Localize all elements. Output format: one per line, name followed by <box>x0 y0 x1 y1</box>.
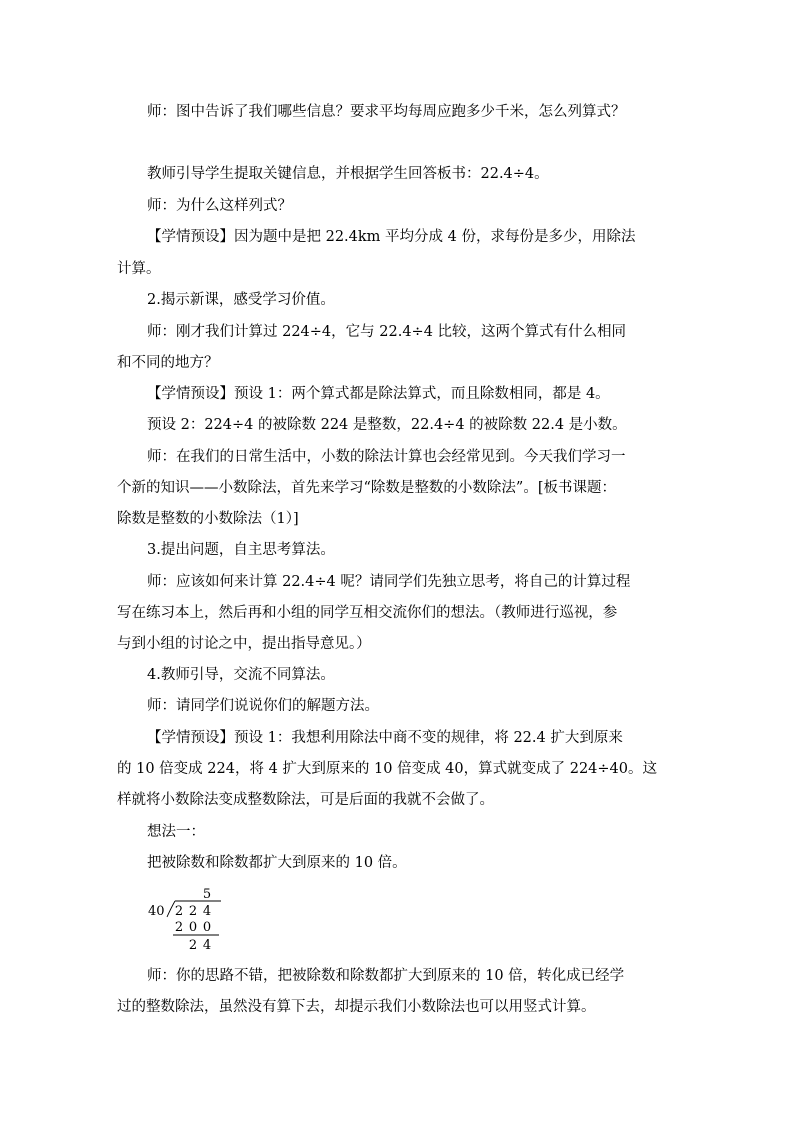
product-digit-2: 0 <box>188 920 198 935</box>
paragraph-preset2: 预设 2：224÷4 的被除数 224 是整数，22.4÷4 的被除数 22.4 是小数。 <box>147 417 627 433</box>
paragraph-preset1: 【学情预设】预设 1：两个算式都是除法算式，而且除数相同，都是 4。 <box>147 386 610 402</box>
dividend-digit-1: 2 <box>174 904 184 919</box>
paragraph-feedback-line2: 过的整数除法，虽然没有算下去，却提示我们小数除法也可以用竖式计算。 <box>117 999 596 1015</box>
remainder-digit-1: 2 <box>188 938 198 953</box>
paragraph-idea-one: 想法一： <box>147 824 205 840</box>
paragraph-how-line2: 写在练习本上，然后再和小组的同学互相交流你们的想法。（教师进行巡视，参 <box>117 605 618 621</box>
paragraph-preset-line1: 【学情预设】因为题中是把 22.4km 平均分成 4 份，求每份是多少，用除法 <box>147 229 636 245</box>
paragraph-compare-line2: 和不同的地方？ <box>117 355 219 371</box>
section-heading-2: 2.揭示新课，感受学习价值。 <box>147 292 335 308</box>
paragraph-how-line3: 与到小组的讨论之中，提出指导意见。） <box>117 636 371 652</box>
paragraph-feedback-line1: 师：你的思路不错，把被除数和除数都扩大到原来的 10 倍，转化成已经学 <box>147 968 625 984</box>
paragraph-intro-line3: 除数是整数的小数除法（1）] <box>117 511 299 527</box>
section-heading-3: 3.提出问题，自主思考算法。 <box>147 542 335 558</box>
paragraph-expand: 把被除数和除数都扩大到原来的 10 倍。 <box>147 855 407 871</box>
division-bracket <box>167 901 175 917</box>
product-digit-1: 2 <box>174 920 184 935</box>
paragraph-intro-line2: 个新的知识——小数除法，首先来学习“除数是整数的小数除法”。[板书课题： <box>117 480 616 496</box>
divisor-text: 40 <box>148 904 165 919</box>
paragraph-compare-line1: 师：刚才我们计算过 224÷4，它与 22.4÷4 比较，这两个算式有什么相同 <box>147 324 627 340</box>
paragraph-methods: 师：请同学们说说你们的解题方法。 <box>147 698 379 714</box>
section-heading-4: 4.教师引导，交流不同算法。 <box>147 667 335 683</box>
paragraph-preset-method-line3: 样就将小数除法变成整数除法，可是后面的我就不会做了。 <box>117 792 494 808</box>
quotient-digit: 5 <box>202 887 212 902</box>
paragraph-question: 师：图中告诉了我们哪些信息？要求平均每周应跑多少千米，怎么列算式？ <box>147 104 626 120</box>
dividend-digit-2: 2 <box>188 904 198 919</box>
long-division-figure <box>145 884 235 954</box>
paragraph-preset-line2: 计算。 <box>117 261 161 277</box>
dividend-digit-3: 4 <box>202 904 212 919</box>
remainder-digit-2: 4 <box>202 938 212 953</box>
paragraph-preset-method-line2: 的 10 倍变成 224，将 4 扩大到原来的 10 倍变成 40，算式就变成了 224÷40。这 <box>117 761 658 777</box>
paragraph-intro-line1: 师：在我们的日常生活中，小数的除法计算也会经常见到。今天我们学习一 <box>147 449 626 465</box>
paragraph-preset-method-line1: 【学情预设】预设 1：我想利用除法中商不变的规律，将 22.4 扩大到原来 <box>147 730 623 746</box>
product-digit-3: 0 <box>202 920 212 935</box>
paragraph-how-line1: 师：应该如何来计算 22.4÷4 呢？请同学们先独立思考，将自己的计算过程 <box>147 574 631 590</box>
paragraph-teacher-guide: 教师引导学生提取关键信息，并根据学生回答板书：22.4÷4。 <box>147 166 549 182</box>
paragraph-why: 师：为什么这样列式？ <box>147 198 292 214</box>
